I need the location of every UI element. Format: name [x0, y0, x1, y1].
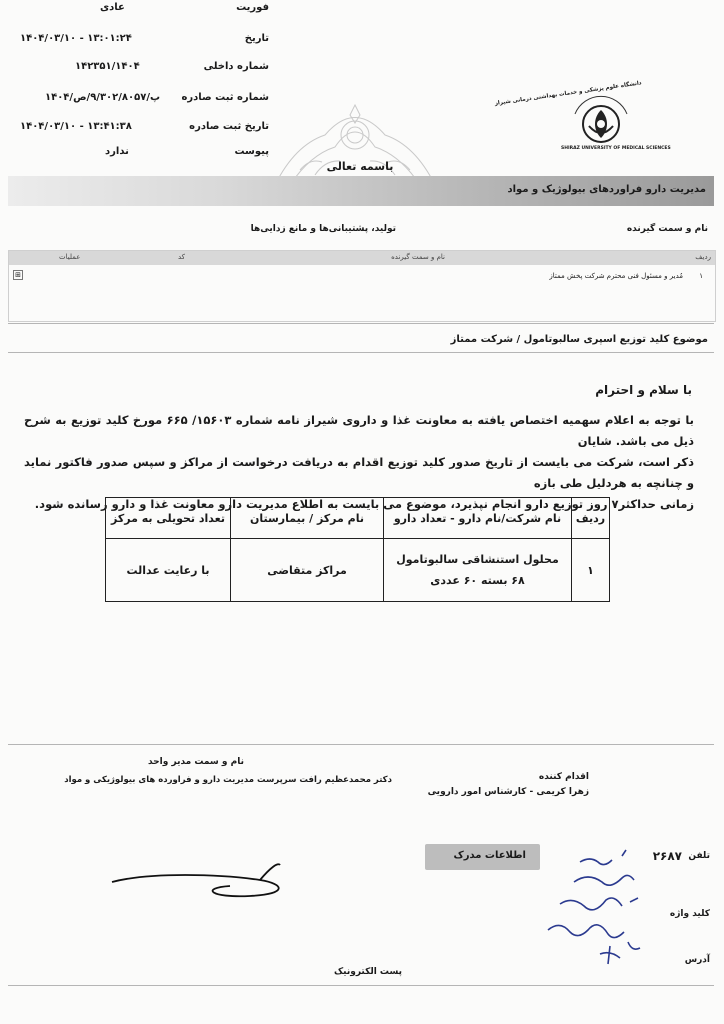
- meta-value: ندارد: [105, 146, 129, 157]
- divider: [8, 744, 714, 745]
- header-delivery: تعداد تحویلی به مرکز: [106, 498, 231, 539]
- recipients-table: [8, 250, 716, 322]
- meta-label: شماره داخلی: [203, 61, 269, 72]
- recipients-table-header: [9, 251, 715, 265]
- body-line: با توجه به اعلام سهمیه اختصاص یافته به معاونت غذا و داروی شیراز نامه شماره ۱۵۶۰۳/ ۶۶۵ مورخ کلید توزیع به شرح ذیل می باشد. شایان: [24, 413, 694, 448]
- row-recipient: مُدیر و مسئول فنی محترم شرکت پخش ممتاز: [549, 272, 683, 280]
- signer-label: نام و سمت مدیر واحد: [147, 757, 244, 767]
- meta-value: عادی: [100, 2, 125, 13]
- phone-value: ۲۶۸۷: [652, 849, 682, 863]
- meta-label: پیوست: [234, 146, 269, 157]
- email-label: پست الکترونیک: [333, 967, 402, 977]
- meta-label: فوریت: [236, 2, 269, 13]
- divider: [8, 985, 714, 986]
- action-label: اقدام کننده: [538, 772, 589, 782]
- phone-label: تلفن: [688, 851, 710, 861]
- keyword-label: کلید واژه: [669, 909, 710, 919]
- meta-label: شماره ثبت صادره: [181, 92, 269, 103]
- meta-label: تاریخ ثبت صادره: [189, 121, 269, 132]
- meta-label: تاریخ: [244, 33, 269, 44]
- divider: [8, 352, 714, 353]
- expand-icon[interactable]: ⊞: [13, 270, 23, 280]
- manager-signature: [110, 860, 310, 910]
- bismillah-heading: باسمه تعالی: [326, 160, 394, 173]
- col-name: نام و سمت گیرنده: [391, 253, 445, 261]
- recipient-label: نام و سمت گیرنده: [626, 224, 708, 234]
- header-row-number: ردیف: [572, 498, 610, 539]
- header-center: نام مرکز / بیمارستان: [231, 498, 384, 539]
- logo-caption: SHIRAZ UNIVERSITY OF MEDICAL SCIENCES: [561, 146, 671, 151]
- action-value: زهرا کریمی - کارشناس امور دارویی: [427, 787, 589, 797]
- stamp-label: اطلاعات مدرک: [453, 850, 526, 861]
- body-line: ذکر است، شرکت می بایست از تاریخ صدور کلید توزیع اقدام به دریافت درخواست از مراکز و سپس صدور فاکتور نماید و چنانچه به هردلیل طی بازه: [24, 455, 694, 490]
- greeting: با سلام و احترام: [595, 383, 692, 397]
- table-row: [9, 269, 715, 283]
- distribution-table: [105, 497, 610, 602]
- meta-value: ۱۴۰۴/پ/۹/۳۰۲/۸۰۵۷/ص: [45, 92, 161, 103]
- body-line: زمانی حداکثر۷ روز توزیع دارو انجام نپذیرد، موضوع می بایست به اطلاع مدیریت دارو معاونت غذا و دارو رسانده شود.: [34, 497, 694, 511]
- cell-drug: [384, 539, 572, 602]
- address-label: آدرس: [684, 955, 710, 965]
- recipient-value: تولید، پشتیبانی‌ها و مانع زدایی‌ها: [250, 224, 396, 234]
- table-header-row: [106, 498, 610, 539]
- meta-value: ۱۴۲۳۵۱/۱۴۰۴: [75, 61, 140, 72]
- col-code: کد: [177, 253, 185, 261]
- meta-value: ۱۴۰۴/۰۳/۱۰ - ۱۳:۴۱:۳۸: [20, 121, 132, 132]
- table-row: [106, 539, 610, 602]
- document-info-stamp: [425, 844, 540, 870]
- department-band: [8, 176, 714, 206]
- logo-arc-text: دانشگاه علوم پزشکی و خدمات بهداشتی درمانی شیراز: [494, 80, 643, 107]
- col-row: ردیف: [695, 253, 711, 261]
- cell-center: مراکز متقاضی: [231, 539, 384, 602]
- drug-quantity: ۶۸ بسته ۶۰ عددی: [430, 574, 525, 587]
- row-number: ۱: [699, 272, 703, 280]
- cell-delivery: با رعایت عدالت: [106, 539, 231, 602]
- divider: [8, 323, 714, 324]
- meta-value: ۱۴۰۴/۰۳/۱۰ - ۱۳:۰۱:۲۴: [20, 33, 132, 44]
- department-title: مدیریت دارو فراوردهای بیولوژیک و مواد: [507, 184, 706, 195]
- subject-line: موضوع کلید توزیع اسپری سالبوتامول / شرکت ممتاز: [450, 334, 708, 345]
- drug-name: محلول استنشاقی سالبوتامول: [396, 553, 559, 566]
- signer-value: دکتر محمدعظیم رافت سرپرست مدیریت دارو و فراورده های بیولوژیکی و مواد: [64, 775, 392, 785]
- cell-row-number: ۱: [572, 539, 610, 602]
- handwritten-note: [540, 842, 670, 977]
- university-logo: [494, 74, 671, 174]
- meta-date: [0, 33, 724, 53]
- header-drug: نام شرکت/نام دارو - تعداد دارو: [384, 498, 572, 539]
- meta-priority: [0, 2, 724, 22]
- col-ops: عملیات: [59, 253, 81, 261]
